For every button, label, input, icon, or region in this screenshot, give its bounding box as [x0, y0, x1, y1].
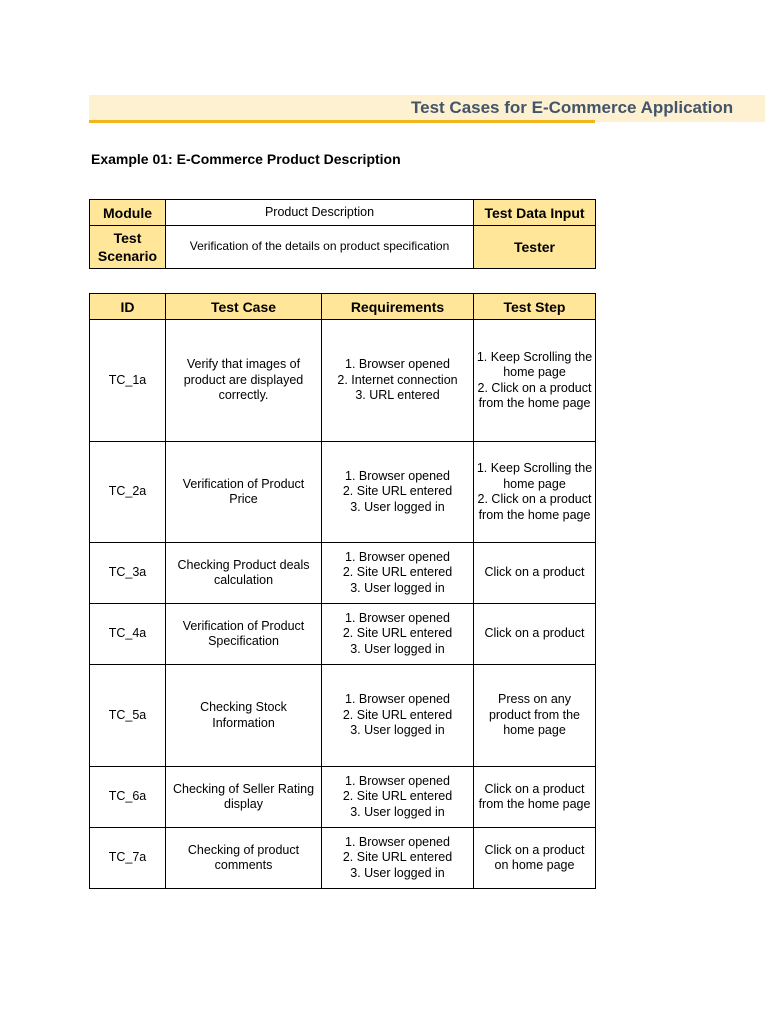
scenario-value: Verification of the details on product specification — [166, 226, 474, 269]
case-id: TC_1a — [90, 320, 166, 442]
case-requirements: 1. Browser opened 2. Internet connection 3. URL entered — [322, 320, 474, 442]
case-description: Verify that images of product are displayed correctly. — [166, 320, 322, 442]
title-underline — [89, 120, 595, 123]
case-test-step: 1. Keep Scrolling the home page 2. Click on a product from the home page — [474, 442, 596, 543]
case-description: Checking Stock Information — [166, 665, 322, 767]
scenario-label: Test Scenario — [90, 226, 166, 269]
table-row — [90, 320, 596, 442]
sheet-title: Test Cases for E-Commerce Application — [411, 98, 734, 117]
case-requirements: 1. Browser opened 2. Site URL entered 3. User logged in — [322, 767, 474, 828]
table-row — [90, 604, 596, 665]
case-description: Checking of Seller Rating display — [166, 767, 322, 828]
case-requirements: 1. Browser opened 2. Site URL entered 3. User logged in — [322, 604, 474, 665]
module-info-table — [89, 199, 596, 269]
case-test-step: Click on a product from the home page — [474, 767, 596, 828]
module-value: Product Description — [166, 200, 474, 226]
table-row — [90, 767, 596, 828]
table-row — [90, 442, 596, 543]
table-row — [90, 543, 596, 604]
case-test-step: 1. Keep Scrolling the home page 2. Click on a product from the home page — [474, 320, 596, 442]
case-description: Checking of product comments — [166, 828, 322, 889]
table-row — [90, 828, 596, 889]
header-id: ID — [90, 294, 166, 320]
header-test-step: Test Step — [474, 294, 596, 320]
case-test-step: Click on a product — [474, 604, 596, 665]
case-id: TC_4a — [90, 604, 166, 665]
case-test-step: Click on a product — [474, 543, 596, 604]
example-heading: Example 01: E-Commerce Product Description — [91, 151, 401, 167]
header-test-case: Test Case — [166, 294, 322, 320]
case-description: Verification of Product Specification — [166, 604, 322, 665]
case-requirements: 1. Browser opened 2. Site URL entered 3. User logged in — [322, 543, 474, 604]
case-id: TC_3a — [90, 543, 166, 604]
test-cases-table — [89, 293, 596, 889]
case-description: Verification of Product Price — [166, 442, 322, 543]
case-requirements: 1. Browser opened 2. Site URL entered 3. User logged in — [322, 665, 474, 767]
case-description: Checking Product deals calculation — [166, 543, 322, 604]
test-data-input-label: Test Data Input — [474, 200, 596, 226]
table-row — [90, 665, 596, 767]
module-label: Module — [90, 200, 166, 226]
case-id: TC_5a — [90, 665, 166, 767]
case-test-step: Press on any product from the home page — [474, 665, 596, 767]
case-test-step: Click on a product on home page — [474, 828, 596, 889]
tester-label: Tester — [474, 226, 596, 269]
case-id: TC_7a — [90, 828, 166, 889]
case-id: TC_6a — [90, 767, 166, 828]
case-id: TC_2a — [90, 442, 166, 543]
case-requirements: 1. Browser opened 2. Site URL entered 3. User logged in — [322, 828, 474, 889]
header-requirements: Requirements — [322, 294, 474, 320]
case-requirements: 1. Browser opened 2. Site URL entered 3. User logged in — [322, 442, 474, 543]
